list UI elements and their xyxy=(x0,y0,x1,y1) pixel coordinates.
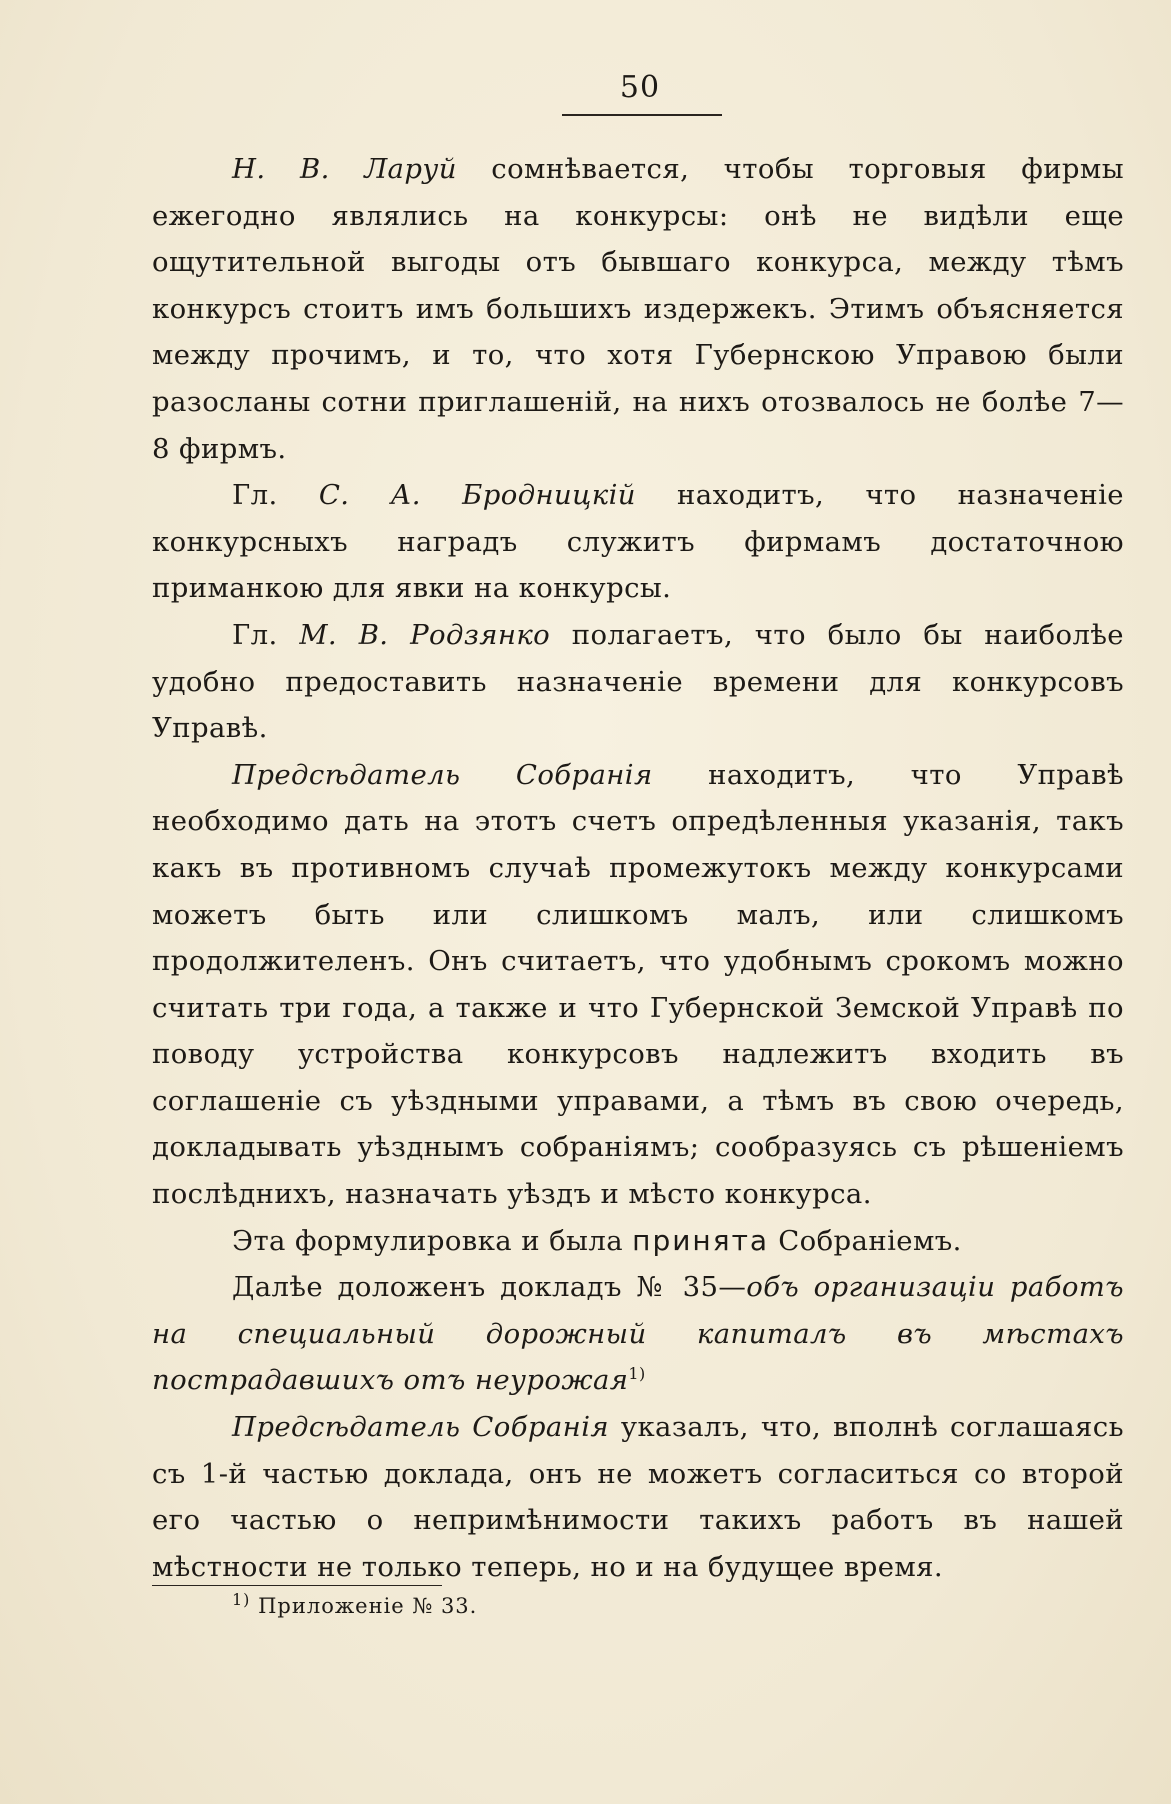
footnote-marker: 1) xyxy=(232,1590,251,1609)
p3-run-1: М. В. Родзянко xyxy=(299,618,551,651)
paragraph-3 xyxy=(152,612,1124,752)
footnote-text: Приложеніе № 33. xyxy=(250,1594,478,1618)
paragraph-2 xyxy=(152,472,1124,612)
p2-run-1: С. А. Бродницкій xyxy=(318,479,636,512)
p1-run-0: Н. В. Ларуй xyxy=(232,153,457,185)
paragraph-5 xyxy=(152,1218,1124,1265)
footnote xyxy=(232,1590,478,1618)
p5-run-2: Собраніемъ. xyxy=(769,1224,962,1257)
paragraph-1 xyxy=(152,146,1124,472)
p3-run-2: полагаетъ, что было бы наиболѣе удобно предоставить назначеніе времени для конкурсовъ Управѣ. xyxy=(152,618,1124,745)
p6-run-2: 1) xyxy=(628,1364,646,1384)
paragraph-4 xyxy=(152,752,1124,1218)
header-rule xyxy=(562,114,722,116)
p5-run-0: Эта формулировка и была xyxy=(232,1224,633,1257)
p4-run-1: находитъ, что Управѣ необходимо дать на этотъ счетъ опредѣленныя указанія, такъ какъ въ противномъ случаѣ промежутокъ между конкурсами можетъ быть или слишкомъ малъ, или слишкомъ продолжителенъ. Онъ считаетъ, что удобнымъ срокомъ можно считать три года, а также и что Губернской Земской Управѣ по поводу устройства конкурсовъ надлежитъ входить въ соглашеніе съ уѣздными управами, а тѣмъ въ свою очередь, докладывать уѣзднымъ собраніямъ; сообразуясь съ рѣшеніемъ послѣднихъ, назначать уѣздъ и мѣсто конкурса. xyxy=(152,758,1124,1211)
p6-run-1: объ организаціи работъ на специальный дорожный капиталъ въ мѣстахъ пострадавшихъ отъ неурожая xyxy=(152,1271,1124,1397)
p1-run-1: сомнѣвается, чтобы торговыя фирмы ежегодно являлись на конкурсы: онѣ не видѣли еще ощутительной выгоды отъ бывшаго конкурса, между тѣмъ конкурсъ стоитъ имъ большихъ издержекъ. Этимъ объясняется между прочимъ, и то, что хотя Губернскою Управою были разосланы сотни приглашеній, на нихъ отозвалось не болѣе 7—8 фирмъ. xyxy=(152,153,1124,465)
paragraph-6 xyxy=(152,1264,1124,1404)
paragraph-7 xyxy=(152,1404,1124,1590)
footnote-rule xyxy=(152,1585,442,1586)
p3-run-0: Гл. xyxy=(232,618,300,651)
p5-run-1: принята xyxy=(632,1223,770,1257)
p2-run-2: находитъ, что назначеніе конкурсныхъ наградъ служитъ фирмамъ достаточною приманкою для явки на конкурсы. xyxy=(152,479,1124,605)
page-number: 50 xyxy=(619,70,661,105)
p7-run-1: указалъ, что, вполнѣ соглашаясь съ 1-й частью доклада, онъ не можетъ согласиться со второй его частью о непримѣнимости такихъ работъ въ нашей мѣстности не только теперь, но и на будущее время. xyxy=(152,1411,1124,1583)
p2-run-0: Гл. xyxy=(232,479,319,512)
p6-run-0: Далѣе доложенъ докладъ № 35— xyxy=(232,1271,747,1304)
p7-run-0: Предсѣдатель Собранія xyxy=(232,1411,609,1444)
body-text xyxy=(152,146,1124,1590)
p4-run-0: Предсѣдатель Собранія xyxy=(232,758,653,791)
